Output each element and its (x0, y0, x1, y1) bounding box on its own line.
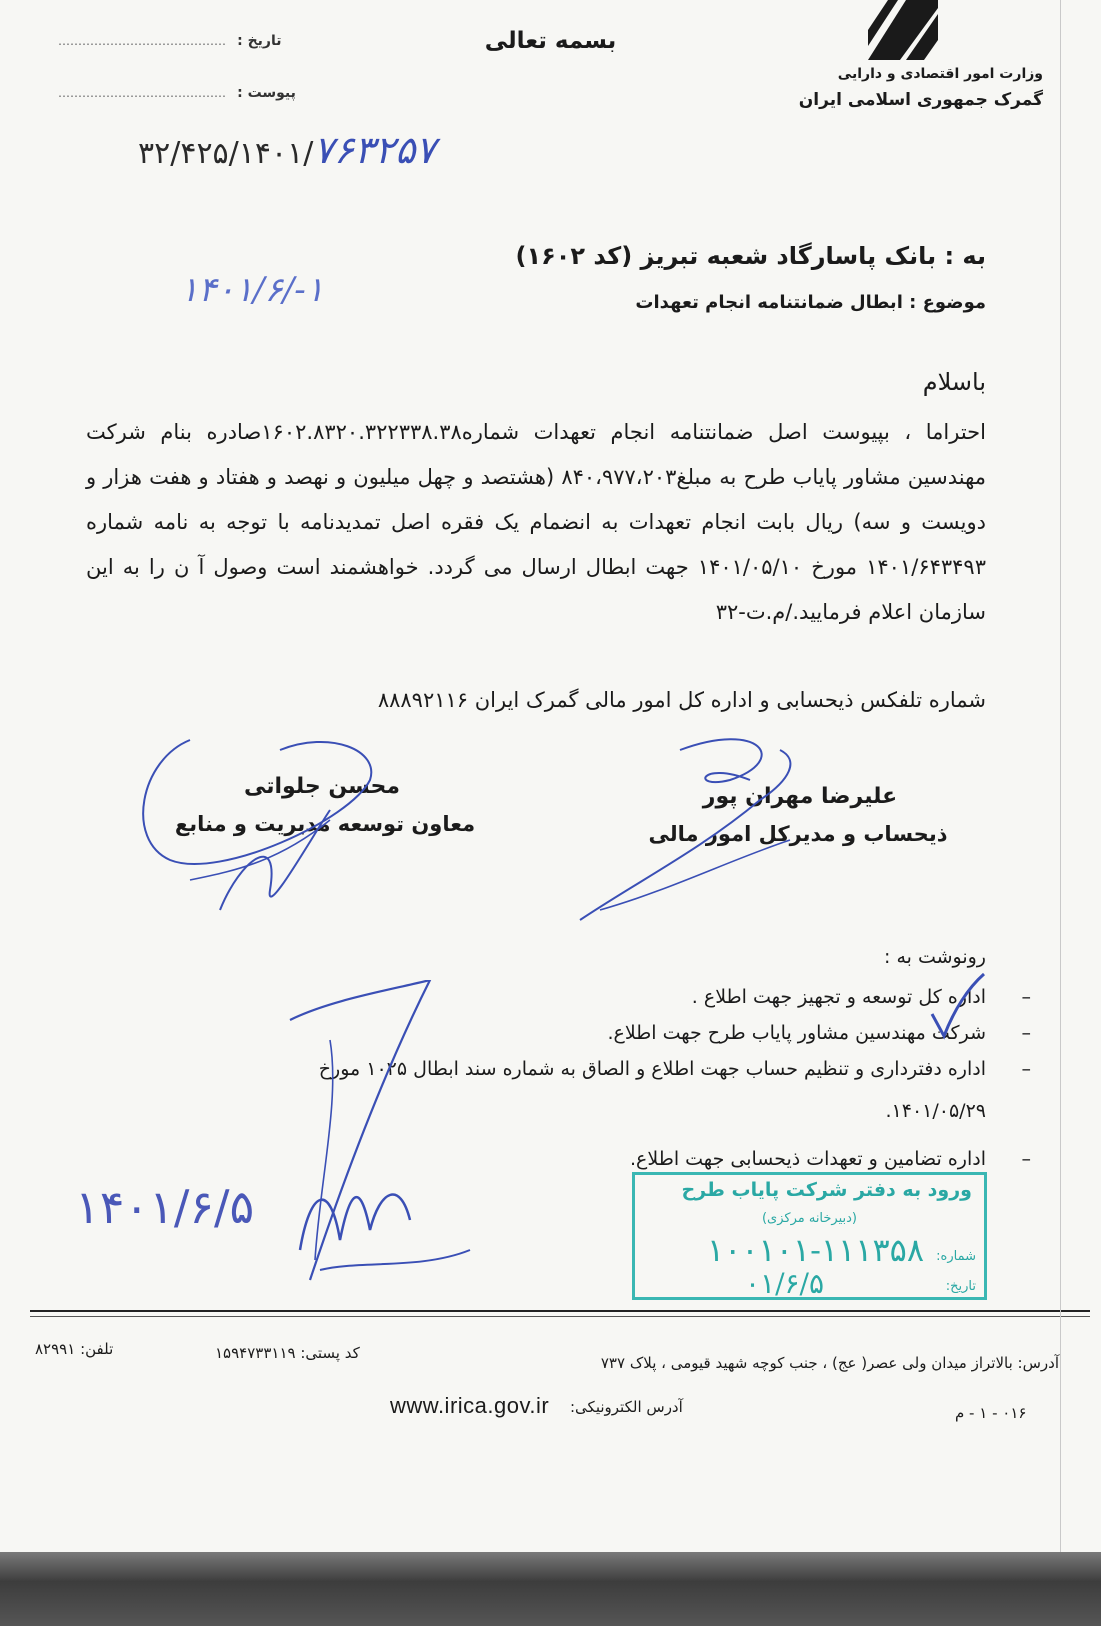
customs-name: گمرک جمهوری اسلامی ایران (798, 90, 1043, 110)
date-label: تاریخ : (237, 33, 282, 49)
cc-item-4 (630, 1148, 1031, 1170)
attachment-label: پیوست : (237, 85, 296, 101)
checkmark-icon (928, 970, 988, 1050)
right-signer-title: ذیحساب و مدیرکل امور مالی (648, 822, 948, 846)
footer-web-label: آدرس الکترونیکی: (570, 1398, 683, 1416)
recipient-line: به : بانک پاسارگاد شعبه تبریز (کد ۱۶۰۲) (515, 242, 986, 270)
left-signature-scribble (130, 720, 430, 930)
footer-divider-thin (30, 1316, 1090, 1317)
handwritten-initials-scribble (280, 1150, 480, 1290)
stamp-title: ورود به دفتر شرکت پایاب طرح (681, 1179, 972, 1201)
footer-address: آدرس: بالاتراز میدان ولی عصر( عج) ، جنب کوچه شهید قیومی ، پلاک ۷۳۷ (600, 1354, 1059, 1372)
cc-dash: – (1021, 1022, 1031, 1044)
letter-number-handwritten: ۷۶۳۲۵۷ (313, 128, 436, 172)
footer-phone: تلفن: ۸۲۹۹۱ (35, 1340, 114, 1358)
handwritten-receipt-date: ۱۴۰۱/۶/۵ (75, 1180, 255, 1234)
form-code: ۰۱۶ - ۱ - م (955, 1404, 1027, 1422)
greeting: باسلام (922, 368, 986, 396)
cc-title: رونوشت به : (884, 946, 986, 968)
cc-dash: – (1021, 986, 1031, 1008)
cc-dash: – (1021, 1058, 1031, 1080)
handwritten-reference: ۱۴۰۱/۶/-۱ (180, 270, 324, 310)
date-field (58, 30, 282, 49)
right-signature-scribble (560, 720, 860, 930)
ministry-name: وزارت امور اقتصادی و دارایی (837, 66, 1043, 82)
footer-postal-code: کد پستی: ۱۵۹۴۷۳۳۱۱۹ (215, 1344, 360, 1362)
left-signer-name: محسن جلواتی (243, 774, 400, 799)
letter-body: احتراما ، بپیوست اصل ضمانتنامه انجام تعهدات شماره۱۶۰۲.۸۳۲۰.۳۲۲۳۳۸.۳۸صادره بنام شرکت مهندسین مشاور پایاب طرح به مبلغ۸۴۰،۹۷۷،۲۰۳ (هشتصد و چهل میلیون و نهصد و هفتاد و هفت هزار و دویست و سه) ریال بابت انجام تعهدات به انضمام یک فقره اصل تمدیدنامه با توجه به نامه شماره ۱۴۰۱/۶۴۳۴۹۳ مورخ ۱۴۰۱/۰۵/۱۰ جهت ابطال ارسال می گردد. خواهشمند است وصول آ ن را به این سازمان اعلام فرمایید./م.ت-۳۲ (86, 420, 986, 624)
receipt-stamp (632, 1172, 987, 1300)
telefax-line: شماره تلفکس ذیحسابی و اداره کل امور مالی گمرک ایران ۸۸۸۹۲۱۱۶ (377, 688, 986, 712)
scanner-bottom-bar (0, 1552, 1101, 1626)
stamp-number-label: شماره: (936, 1249, 976, 1264)
scan-edge (1060, 0, 1061, 1552)
cc-dash: – (1021, 1148, 1031, 1170)
stamp-date-value: ۰۱/۶/۵ (745, 1267, 825, 1300)
attachment-field (58, 82, 296, 101)
cc-item-3-continued: .۱۴۰۱/۰۵/۲۹ (885, 1100, 986, 1122)
date-dots: …………………………………… (58, 34, 226, 48)
right-signer-name: علیرضا مهران پور (702, 784, 898, 809)
cc-item-text: اداره دفترداری و تنظیم حساب جهت اطلاع و الصاق به شماره سند ابطال ۱۰۲۵ مورخ (318, 1058, 986, 1080)
footer-divider (30, 1310, 1090, 1312)
subject-line: موضوع : ابطال ضمانتنامه انجام تعهدات (635, 292, 986, 313)
bismillah-heading: بسمه تعالی (484, 28, 617, 54)
cc-item-text: شرکت مهندسین مشاور پایاب طرح جهت اطلاع. (607, 1022, 986, 1044)
stamp-subtitle: (دبیرخانه مرکزی) (761, 1211, 858, 1226)
stamp-number-value: ۱۰۰۱۰۱-۱۱۱۳۵۸ (706, 1231, 924, 1269)
cc-item-text: اداره کل توسعه و تجهیز جهت اطلاع . (691, 986, 986, 1008)
left-signer-title: معاون توسعه مدیریت و منابع (174, 812, 476, 836)
stamp-date-label: تاریخ: (945, 1279, 976, 1294)
cc-item-text: اداره تضامین و تعهدات ذیحسابی جهت اطلاع. (630, 1148, 986, 1170)
letter-number-printed: ۳۲/۴۲۵/۱۴۰۱/ (138, 136, 314, 171)
attachment-dots: …………………………………… (58, 86, 226, 100)
letter-number (138, 128, 436, 172)
footer-website: www.irica.gov.ir (390, 1393, 550, 1418)
